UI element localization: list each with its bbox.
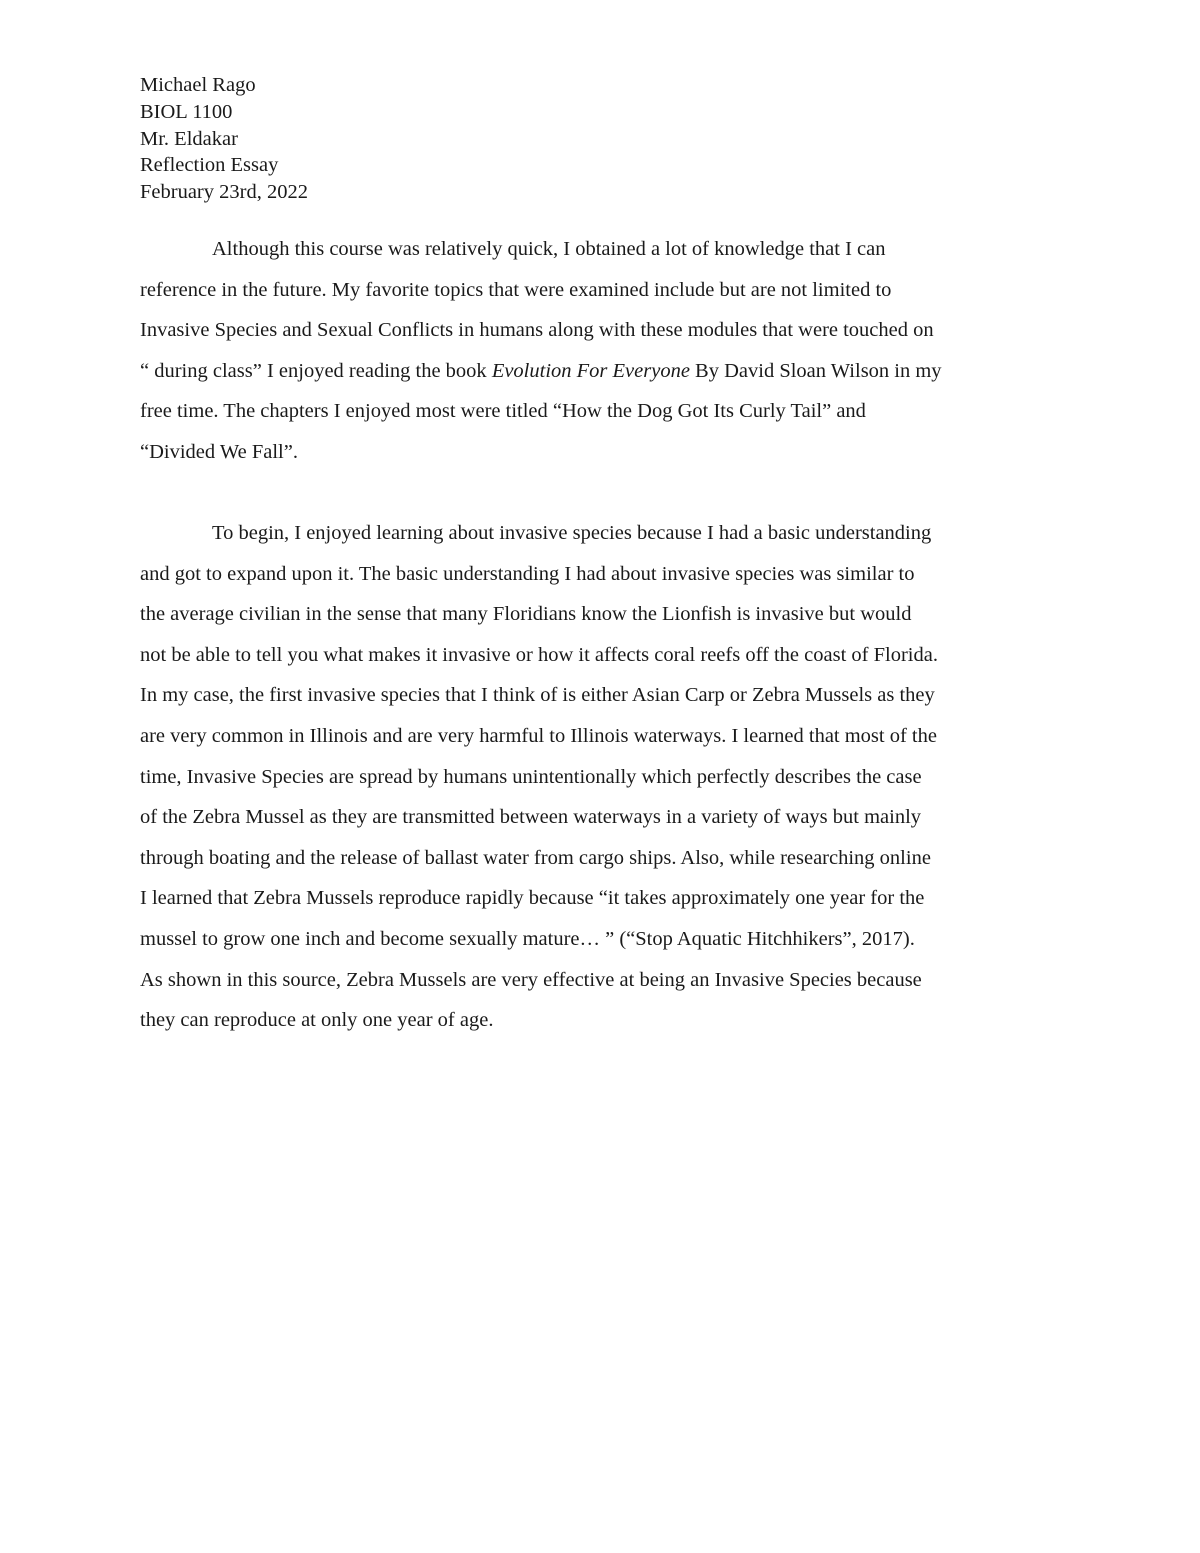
paragraph-line: In my case, the first invasive species that I think of is either Asian Carp or Zebra Mussels as they: [140, 684, 935, 707]
book-title: Evolution For Everyone: [491, 359, 690, 382]
course-code: BIOL 1100: [140, 100, 233, 123]
paragraph-line: As shown in this source, Zebra Mussels are very effective at being an Invasive Species because: [140, 968, 922, 991]
essay-date: February 23rd, 2022: [140, 181, 308, 204]
paragraph-line: “Divided We Fall”.: [140, 440, 298, 463]
paragraph-invasive-species: [140, 513, 1065, 1041]
paragraph-line: not be able to tell you what makes it invasive or how it affects coral reefs off the coast of Florida.: [140, 643, 938, 666]
paragraph-line: I learned that Zebra Mussels reproduce rapidly because “it takes approximately one year for the: [140, 887, 925, 910]
paragraph-line: reference in the future. My favorite topics that were examined include but are not limited to: [140, 278, 892, 301]
line-text: By David Sloan Wilson in my: [689, 359, 942, 382]
paragraph-line: through boating and the release of ballast water from cargo ships. Also, while researching online: [140, 846, 931, 869]
paragraph-line: time, Invasive Species are spread by humans unintentionally which perfectly describes the case: [140, 765, 922, 788]
assignment-title: Reflection Essay: [140, 154, 279, 177]
paragraph-line: To begin, I enjoyed learning about invasive species because I had a basic understanding: [212, 522, 932, 544]
paragraph-line: they can reproduce at only one year of age.: [140, 1009, 494, 1032]
instructor-name: Mr. Eldakar: [140, 127, 238, 150]
paragraph-line: [140, 351, 1065, 392]
essay-header: [140, 72, 1060, 206]
paragraph-line: free time. The chapters I enjoyed most were titled “How the Dog Got Its Curly Tail” and: [140, 400, 866, 423]
line-text: “ during class” I enjoyed reading the book: [140, 359, 492, 382]
paragraph-line: and got to expand upon it. The basic understanding I had about invasive species was similar to: [140, 562, 915, 585]
paragraph-line: Invasive Species and Sexual Conflicts in humans along with these modules that were touched on: [140, 319, 934, 342]
paragraph-intro: [140, 229, 1065, 473]
paragraph-line: Although this course was relatively quick, I obtained a lot of knowledge that I can: [212, 238, 886, 260]
paragraph-line: the average civilian in the sense that many Floridians know the Lionfish is invasive but would: [140, 603, 912, 626]
paragraph-line: are very common in Illinois and are very harmful to Illinois waterways. I learned that most of the: [140, 724, 937, 747]
paragraph-line: mussel to grow one inch and become sexually mature… ” (“Stop Aquatic Hitchhikers”, 2017).: [140, 927, 915, 950]
paragraph-line: of the Zebra Mussel as they are transmitted between waterways in a variety of ways but mainly: [140, 806, 922, 829]
author-name: Michael Rago: [140, 74, 256, 96]
